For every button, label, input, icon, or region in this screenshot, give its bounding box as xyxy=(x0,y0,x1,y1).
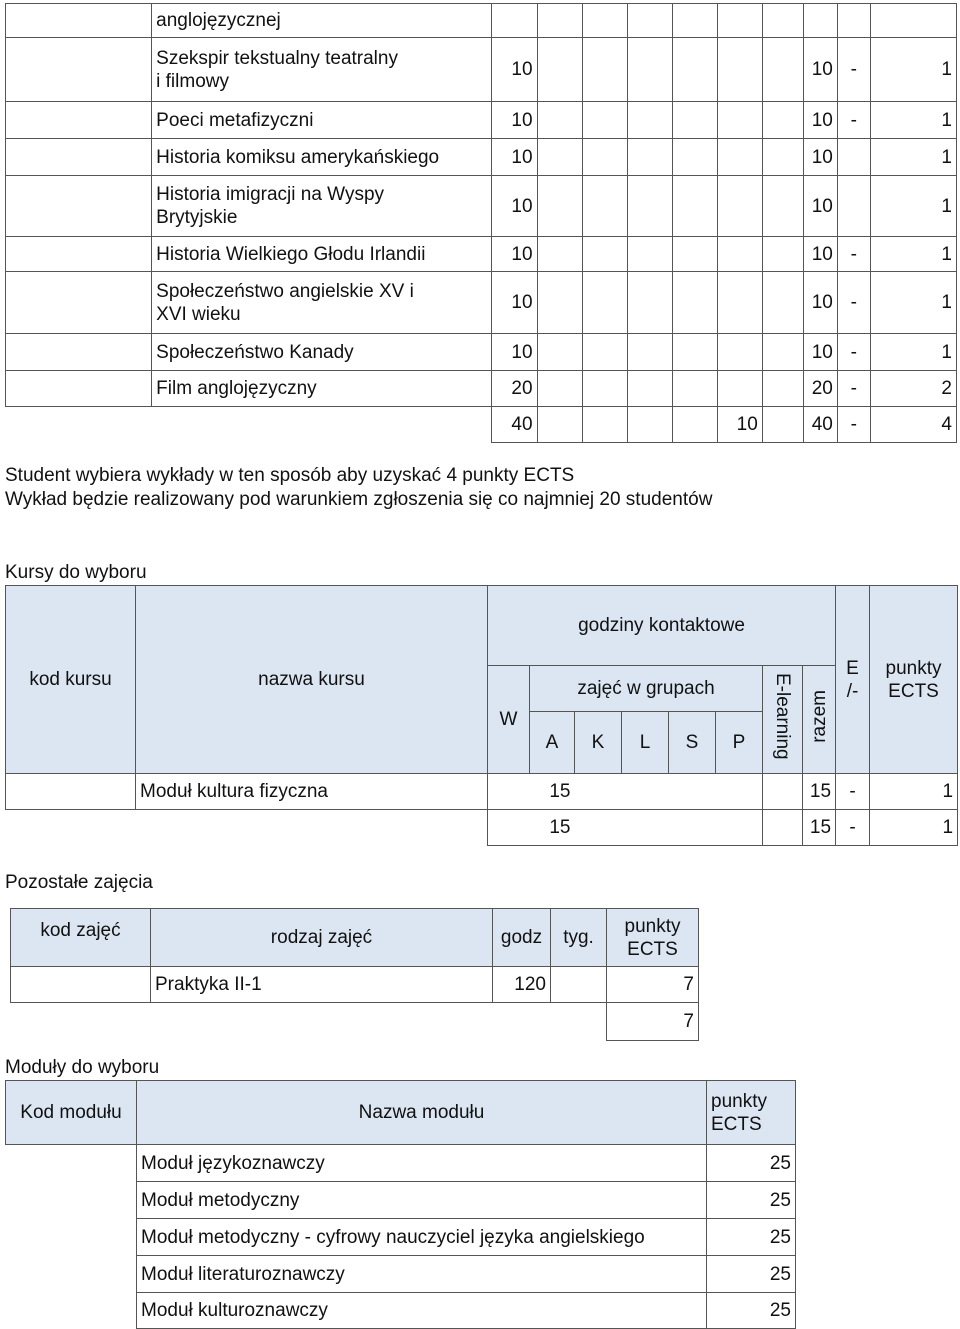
total-ects: 7 xyxy=(607,1003,699,1041)
hours-w: 20 xyxy=(492,371,537,407)
header-kod-modulu: Kod modułu xyxy=(6,1081,137,1145)
hours-total: 15 xyxy=(803,774,836,810)
total-hours: 40 xyxy=(803,407,837,443)
header-elearning: E-learning xyxy=(772,673,793,760)
table-row xyxy=(6,38,957,102)
course-name: Poeci metafizyczni xyxy=(152,102,492,139)
header-godziny-kontaktowe: godziny kontaktowe xyxy=(488,586,836,666)
header-l: L xyxy=(622,712,669,774)
exam-flag: - xyxy=(837,334,870,371)
ects-points: 1 xyxy=(870,102,956,139)
exam-flag: - xyxy=(837,371,870,407)
header-ects: punkty ECTS xyxy=(607,909,699,967)
hours-total: 10 xyxy=(803,102,837,139)
hours-w: 10 xyxy=(492,176,537,237)
elective-lectures-table xyxy=(5,3,957,443)
note-min-students: Wykład będzie realizowany pod warunkiem zgłoszenia się co najmniej 20 studentów xyxy=(5,489,713,510)
ects-points: 7 xyxy=(607,967,699,1003)
header-kod-zajec: kod zajęć xyxy=(11,909,151,967)
total-row xyxy=(11,1003,699,1041)
total-ects: 4 xyxy=(870,407,956,443)
total-exam-flag: - xyxy=(836,810,870,846)
module-name: Moduł językoznawczy xyxy=(137,1145,707,1182)
exam-flag: - xyxy=(837,102,870,139)
header-ects: punkty ECTS xyxy=(707,1081,796,1145)
hours-w: 10 xyxy=(492,102,537,139)
section-title-moduly: Moduły do wyboru xyxy=(5,1057,160,1078)
header-nazwa-kursu: nazwa kursu xyxy=(136,586,488,774)
table-row xyxy=(6,237,957,272)
section-title-pozostale: Pozostałe zajęcia xyxy=(5,872,153,893)
table-row xyxy=(6,334,957,371)
module-name: Moduł metodyczny xyxy=(137,1182,707,1219)
header-p: P xyxy=(716,712,763,774)
ects-points: 25 xyxy=(707,1145,796,1182)
course-name: Moduł kultura fizyczna xyxy=(136,774,488,810)
hours-total: 10 xyxy=(803,38,837,102)
exam-flag xyxy=(837,176,870,237)
header-exam: E /- xyxy=(836,586,870,774)
course-name: Społeczeństwo angielskie XV i XVI wieku xyxy=(152,272,492,334)
exam-flag: - xyxy=(837,272,870,334)
ects-points: 1 xyxy=(870,176,956,237)
other-classes-table xyxy=(10,908,699,1041)
total-w: 40 xyxy=(492,407,537,443)
modules-table xyxy=(5,1080,796,1329)
table-row xyxy=(6,1145,796,1182)
table-row xyxy=(6,139,957,176)
table-row xyxy=(6,1182,796,1219)
ects-points: 1 xyxy=(870,237,956,272)
course-name: Historia imigracji na Wyspy Brytyjskie xyxy=(152,176,492,237)
total-ects: 1 xyxy=(870,810,958,846)
total-row xyxy=(6,810,958,846)
exam-flag: - xyxy=(837,38,870,102)
exam-flag: - xyxy=(836,774,870,810)
hours-total: 10 xyxy=(803,139,837,176)
ects-points: 2 xyxy=(870,371,956,407)
table-row xyxy=(6,1219,796,1256)
course-name: Społeczeństwo Kanady xyxy=(152,334,492,371)
header-row xyxy=(11,909,699,967)
hours-total: 10 xyxy=(803,176,837,237)
total-exam-flag: - xyxy=(837,407,870,443)
ects-points: 1 xyxy=(870,334,956,371)
header-rodzaj-zajec: rodzaj zajęć xyxy=(151,909,493,967)
hours-total: 10 xyxy=(803,334,837,371)
table-row xyxy=(11,967,699,1003)
header-kod-kursu: kod kursu xyxy=(6,586,136,774)
hours-w: 10 xyxy=(492,38,537,102)
ects-points: 1 xyxy=(870,272,956,334)
ects-points: 25 xyxy=(707,1219,796,1256)
table-row xyxy=(6,371,957,407)
hours-w: 10 xyxy=(492,139,537,176)
elective-courses-table xyxy=(5,585,958,846)
ects-points: 25 xyxy=(707,1293,796,1329)
total-row xyxy=(6,407,957,443)
header-a: A xyxy=(530,712,575,774)
total-hours: 15 xyxy=(803,810,836,846)
hours-total: 20 xyxy=(803,371,837,407)
table-row xyxy=(6,1256,796,1293)
hours-w: 10 xyxy=(492,272,537,334)
ects-points: 25 xyxy=(707,1182,796,1219)
hours-w: 10 xyxy=(492,334,537,371)
hours-w: 10 xyxy=(492,237,537,272)
total-p: 10 xyxy=(717,407,762,443)
header-k: K xyxy=(575,712,622,774)
header-godz: godz xyxy=(493,909,551,967)
header-ects: punkty ECTS xyxy=(870,586,958,774)
header-w: W xyxy=(488,666,530,774)
module-name: Moduł literaturoznawczy xyxy=(137,1256,707,1293)
header-row xyxy=(6,1081,796,1145)
ects-points: 1 xyxy=(870,38,956,102)
module-name: Moduł metodyczny - cyfrowy nauczyciel języka angielskiego xyxy=(137,1219,707,1256)
class-type: Praktyka II-1 xyxy=(151,967,493,1003)
header-row xyxy=(6,586,958,666)
section-title-kursy: Kursy do wyboru xyxy=(5,562,147,583)
header-tyg: tyg. xyxy=(551,909,607,967)
header-razem: razem xyxy=(808,690,830,743)
hours-total: 10 xyxy=(803,237,837,272)
total-w: 15 xyxy=(488,810,575,846)
ects-points: 1 xyxy=(870,139,956,176)
module-name: Moduł kulturoznawczy xyxy=(137,1293,707,1329)
table-row xyxy=(6,272,957,334)
exam-flag xyxy=(837,139,870,176)
header-zajec-w-grupach: zajęć w grupach xyxy=(530,666,763,712)
header-nazwa-modulu: Nazwa modułu xyxy=(137,1081,707,1145)
course-name: anglojęzycznej xyxy=(152,4,492,38)
exam-flag: - xyxy=(837,237,870,272)
course-name: Film anglojęzyczny xyxy=(152,371,492,407)
note-ects: Student wybiera wykłady w ten sposób aby uzyskać 4 punkty ECTS xyxy=(5,465,575,486)
ects-points: 1 xyxy=(870,774,958,810)
ects-points: 25 xyxy=(707,1256,796,1293)
course-name: Szekspir tekstualny teatralny i filmowy xyxy=(152,38,492,102)
hours: 120 xyxy=(493,967,551,1003)
table-row xyxy=(6,102,957,139)
header-s: S xyxy=(669,712,716,774)
course-name: Historia komiksu amerykańskiego xyxy=(152,139,492,176)
table-row xyxy=(6,774,958,810)
table-row xyxy=(6,4,957,38)
hours-w: 15 xyxy=(488,774,575,810)
hours-total: 10 xyxy=(803,272,837,334)
course-name: Historia Wielkiego Głodu Irlandii xyxy=(152,237,492,272)
table-row xyxy=(6,1293,796,1329)
course-code-cell xyxy=(6,4,152,38)
table-row xyxy=(6,176,957,237)
